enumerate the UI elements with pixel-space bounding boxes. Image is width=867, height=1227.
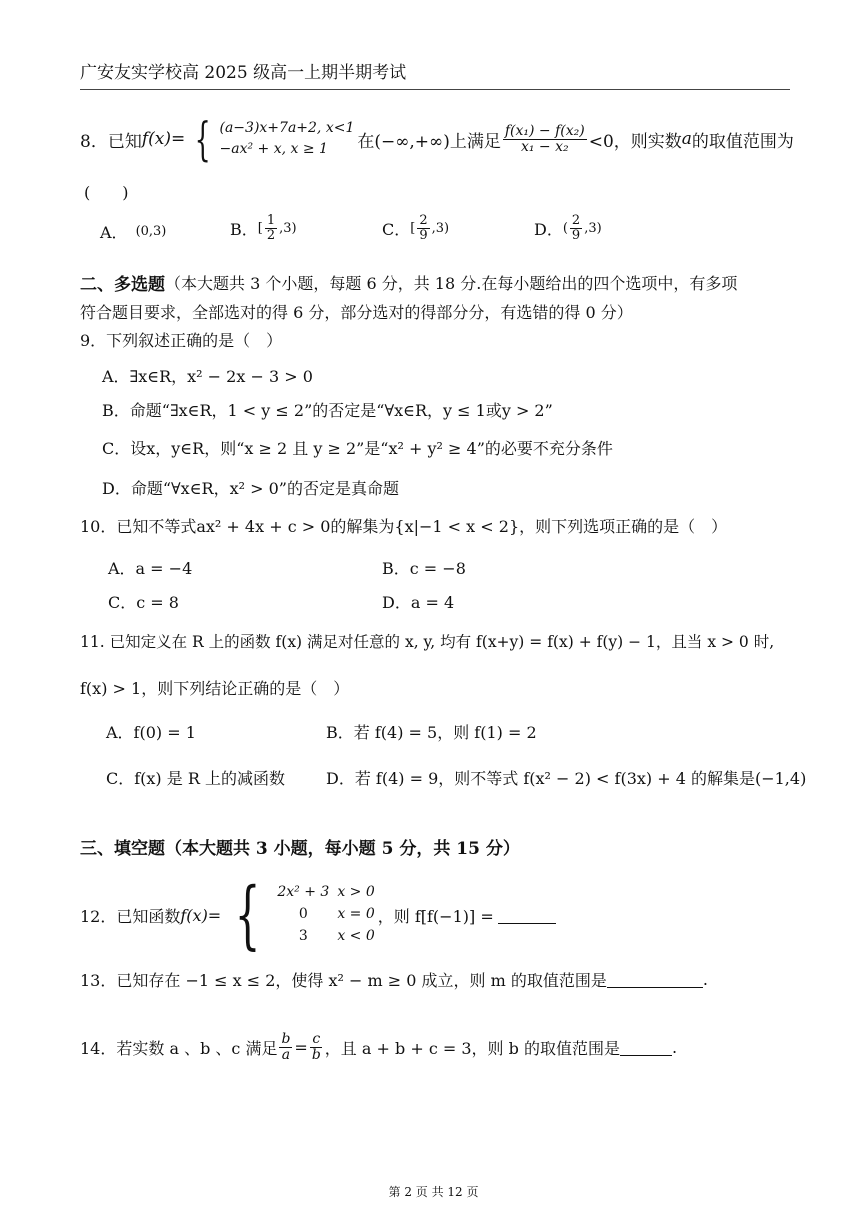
q14-answer-blank xyxy=(620,1039,672,1056)
q12-case-row: 0 x = 0 xyxy=(298,906,375,923)
q11-stem-line-2: f(x) > 1，则下列结论正确的是（ ） xyxy=(80,679,350,698)
q8-var-a: a xyxy=(681,129,692,149)
q8-prefix: 8．已知 xyxy=(80,131,142,152)
exam-header: 广安友实学校高 2025 级高一上期半期考试 xyxy=(80,58,790,90)
section-3-title: 三、填空题（本大题共 3 小题，每小题 5 分，共 15 分） xyxy=(80,839,520,859)
q8-fx: f(x)= xyxy=(141,129,186,149)
q9-option-d: D．命题“∀x∈R，x² > 0”的否定是真命题 xyxy=(102,479,399,498)
q13-stem: 13．已知存在 −1 ≤ x ≤ 2，使得 x² − m ≥ 0 成立，则 m 的取值范围是 . xyxy=(80,970,708,990)
q11-option-b: B．若 f(4) = 5，则 f(1) = 2 xyxy=(326,723,537,742)
q10-stem: 10．已知不等式ax² + 4x + c > 0的解集为{x|−1 < x < 2}，则下列选项正确的是（ ） xyxy=(80,517,728,536)
q8-fraction xyxy=(503,124,587,154)
q12-prefix: 12．已知函数 xyxy=(80,906,181,926)
brace-icon: { xyxy=(234,872,261,958)
q13-answer-blank xyxy=(607,971,703,988)
q11-option-d: D．若 f(4) = 9，则不等式 f(x² − 2) < f(3x) + 4 的解集是(−1,4) xyxy=(326,769,807,788)
q11-option-a: A．f(0) = 1 xyxy=(106,723,196,742)
q8-stem xyxy=(80,112,794,166)
q8-piecewise xyxy=(188,112,355,166)
q14-fraction-c-over-b: $\frac{c}{b}$ xyxy=(311,1031,321,1063)
q12-piecewise xyxy=(224,872,375,958)
brace-icon: { xyxy=(194,112,211,166)
q12-stem xyxy=(80,872,556,958)
q12-case-row: 2x² + 3 x > 0 xyxy=(277,884,375,901)
q12-case-row: 3 x < 0 xyxy=(298,927,375,944)
q9-option-c: C．设x，y∈R，则“x ≥ 2 且 y ≥ 2”是“x² + y² ≥ 4”的必要不充分条件 xyxy=(102,439,613,458)
q8-frac-den: x₁ − x₂ xyxy=(520,138,569,155)
q10-option-d: D．a = 4 xyxy=(382,593,455,612)
q9-option-b: B．命题“∃x∈R，1 < y ≤ 2”的否定是“∀x∈R，y ≤ 1或y > 2” xyxy=(102,401,553,420)
q12-tail: ，则 f[f(−1)] = xyxy=(377,906,494,926)
section-2-title: 二、多选题 xyxy=(80,275,165,295)
q8-case-2: −ax² + x, x ≥ 1 xyxy=(219,141,328,157)
q14-prefix: 14．若实数 a 、b 、c 满足 xyxy=(80,1038,278,1058)
q8-answer-paren: ( ) xyxy=(84,183,129,202)
q11-option-c: C．f(x) 是 R 上的减函数 xyxy=(106,769,285,788)
q14-stem: 14．若实数 a 、b 、c 满足 $\frac{b}{a}$ = $\frac{c}{b}$ ，且 a + b + c = 3，则 b 的取值范围是 . xyxy=(80,1031,678,1063)
q11-stem-line-1: 11. 已知定义在 R 上的函数 f(x) 满足对任意的 x, y, 均有 f(x+y) = f(x) + f(y) − 1，且当 x > 0 时, xyxy=(80,633,775,651)
section-2-note-1: （本大题共 3 个小题，每题 6 分，共 18 分.在每小题给出的四个选项中，有多项 xyxy=(165,274,738,293)
q8-end: 的取值范围为 xyxy=(691,131,794,152)
q10-option-c: C．c = 8 xyxy=(108,593,179,612)
q8-option-d: D． ( $\frac{2}{9}$ ,3) xyxy=(534,213,602,243)
page-footer: 第 2 页 共 12 页 xyxy=(388,1185,479,1199)
q12-fx: f(x)= xyxy=(180,905,222,925)
q8-mid: 在(−∞,+∞)上满足 xyxy=(357,131,501,152)
section-2-heading xyxy=(80,270,737,295)
q9-stem: 9．下列叙述正确的是（ ） xyxy=(80,331,283,350)
q14-fraction-b-over-a: $\frac{b}{a}$ xyxy=(281,1031,291,1063)
q8-case-1: (a−3)x+7a+2, x<1 xyxy=(219,120,355,136)
q10-option-a: A．a = −4 xyxy=(108,559,193,578)
q13-text: 13．已知存在 −1 ≤ x ≤ 2，使得 x² − m ≥ 0 成立，则 m 的取值范围是 xyxy=(80,971,607,990)
q8-option-a: A． (0,3) xyxy=(100,223,167,242)
q10-option-b: B．c = −8 xyxy=(382,559,466,578)
q8-tail: <0，则实数 xyxy=(588,131,682,152)
section-2-note-2: 符合题目要求，全部选对的得 6 分，部分选对的得部分分，有选错的得 0 分） xyxy=(80,303,633,322)
q8-frac-num: f(x₁) − f(x₂) xyxy=(504,122,585,139)
q9-option-a: A．∃x∈R，x² − 2x − 3 > 0 xyxy=(102,367,313,386)
q14-post: ，且 a + b + c = 3，则 b 的取值范围是 xyxy=(324,1038,620,1058)
q12-answer-blank xyxy=(498,907,556,924)
q8-option-b: B． [ $\frac{1}{2}$ ,3) xyxy=(230,213,297,243)
q8-option-c: C． [ $\frac{2}{9}$ ,3) xyxy=(382,213,450,243)
